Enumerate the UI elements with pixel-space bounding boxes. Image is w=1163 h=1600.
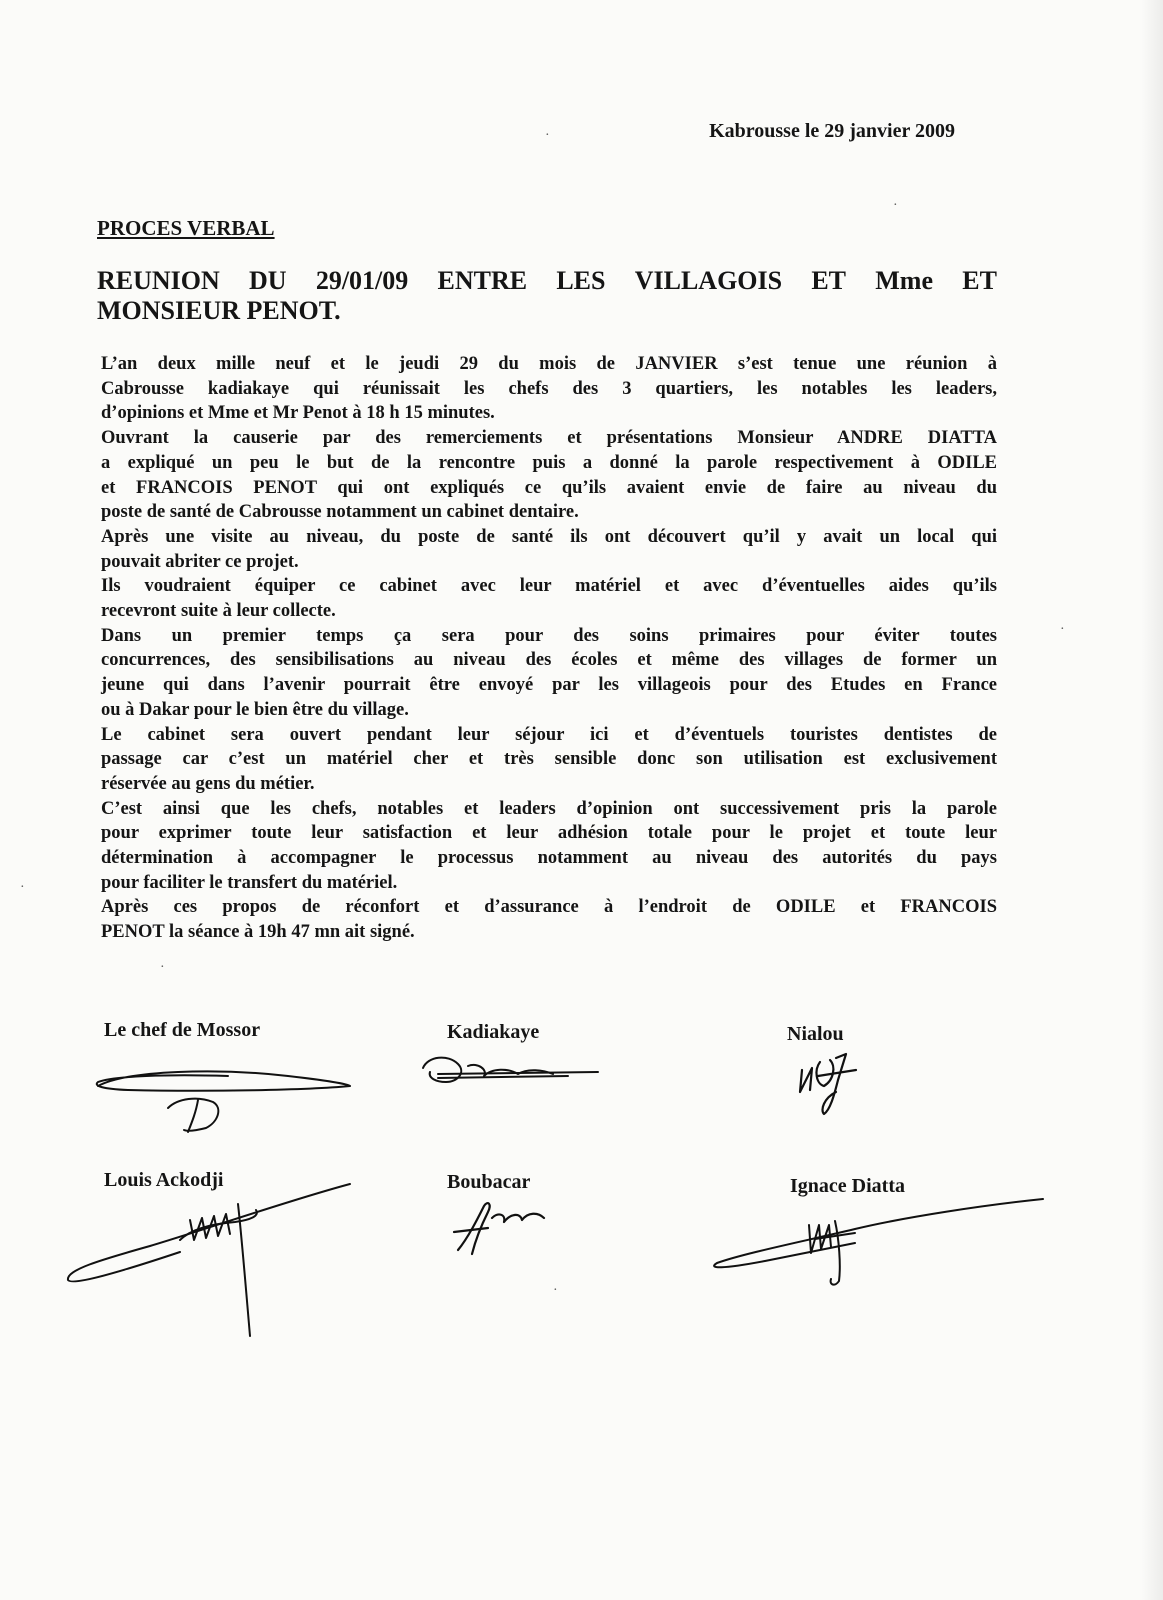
scan-speck: · — [1060, 622, 1065, 637]
scan-speck: · — [893, 198, 898, 213]
scan-speck: · — [545, 128, 550, 143]
body-line: pouvait abriter ce projet. — [101, 551, 299, 572]
heading-word: 29/01/09 — [315, 266, 409, 295]
scan-edge-shadow — [1141, 0, 1163, 1600]
heading-word: LES — [556, 266, 606, 295]
meeting-heading — [97, 266, 997, 326]
signature-mossor — [88, 1050, 358, 1140]
body-line: pour faciliter le transfert du matériel. — [101, 872, 398, 893]
body-line: concurrences, des sensibilisations au niveau des écoles et même des villages de former un — [101, 650, 997, 671]
body-line: Ouvrant la causerie par des remerciements et présentations Monsieur ANDRE DIATTA — [101, 428, 997, 449]
body-line: a expliqué un peu le but de la rencontre puis a donné la parole respectivement à ODILE — [101, 452, 997, 473]
scan-speck: · — [553, 1283, 558, 1298]
body-line: Après ces propos de réconfort et d’assurance à l’endroit de ODILE et FRANCOIS — [101, 897, 997, 918]
body-line: ou à Dakar pour le bien être du village. — [101, 699, 409, 720]
heading-word: Mme — [875, 266, 934, 295]
signatory-label: Ignace Diatta — [790, 1175, 905, 1197]
body-line: jeune qui dans l’avenir pourrait être envoyé par les villageois pour des Etudes en France — [101, 675, 997, 696]
signatory-label: Louis Ackodji — [104, 1169, 224, 1191]
body-line: C’est ainsi que les chefs, notables et leaders d’opinion ont successivement pris la parole — [101, 798, 997, 819]
heading-word: VILLAGOIS — [634, 266, 783, 295]
signatory-label: Boubacar — [447, 1171, 531, 1193]
body-line: et FRANCOIS PENOT qui ont expliqués ce qu’ils avaient envie de faire au niveau du — [101, 477, 997, 498]
document-title: PROCES VERBAL — [97, 216, 275, 240]
heading-line-1 — [97, 266, 997, 296]
body-line: Le cabinet sera ouvert pendant leur séjour ici et d’éventuels touristes dentistes de — [101, 724, 997, 745]
body-text — [101, 352, 997, 945]
dateline: Kabrousse le 29 janvier 2009 — [709, 120, 955, 142]
heading-word: ENTRE — [437, 266, 528, 295]
body-line: Ils voudraient équiper ce cabinet avec leur matériel et avec d’éventuelles aides qu’ils — [101, 576, 997, 597]
body-line: poste de santé de Cabrousse notamment un cabinet dentaire. — [101, 502, 579, 523]
scan-speck: · — [20, 880, 25, 895]
body-line: recevront suite à leur collecte. — [101, 601, 336, 622]
body-line: PENOT la séance à 19h 47 mn ait signé. — [101, 922, 415, 943]
signature-nialou — [790, 1040, 870, 1120]
body-line: Cabrousse kadiakaye qui réunissait les chefs des 3 quartiers, les notables les leaders, — [101, 378, 997, 399]
body-line: d’opinions et Mme et Mr Penot à 18 h 15 minutes. — [101, 403, 495, 424]
heading-word: DU — [249, 266, 287, 295]
signature-boubacar — [448, 1198, 558, 1258]
body-line: L’an deux mille neuf et le jeudi 29 du mois de JANVIER s’est tenue une réunion à — [101, 354, 997, 374]
scan-speck: · — [160, 960, 165, 975]
heading-word: ET — [962, 266, 997, 295]
body-line: détermination à accompagner le processus notamment au niveau des autorités du pays — [101, 848, 997, 869]
heading-line-2: MONSIEUR PENOT. — [97, 296, 341, 325]
signature-ignace-diatta — [705, 1195, 1045, 1295]
signatory-label: Nialou — [787, 1023, 844, 1045]
signatory-label: Le chef de Mossor — [104, 1019, 261, 1041]
body-line: pour exprimer toute leur satisfaction et leur adhésion totale pour le projet et toute leur — [101, 823, 997, 844]
signature-louis-ackodji — [60, 1180, 360, 1340]
signature-kadiakaye — [418, 1048, 603, 1098]
body-line: Après une visite au niveau, du poste de santé ils ont découvert qu’il y avait un local qui — [101, 526, 997, 547]
signatory-label: Kadiakaye — [447, 1021, 540, 1043]
heading-word: ET — [811, 266, 847, 295]
heading-word: REUNION — [97, 266, 220, 295]
body-line: réservée au gens du métier. — [101, 773, 315, 794]
body-line: passage car c’est un matériel cher et très sensible donc son utilisation est exclusivement — [101, 749, 997, 770]
body-line: Dans un premier temps ça sera pour des soins primaires pour éviter toutes — [101, 625, 997, 646]
